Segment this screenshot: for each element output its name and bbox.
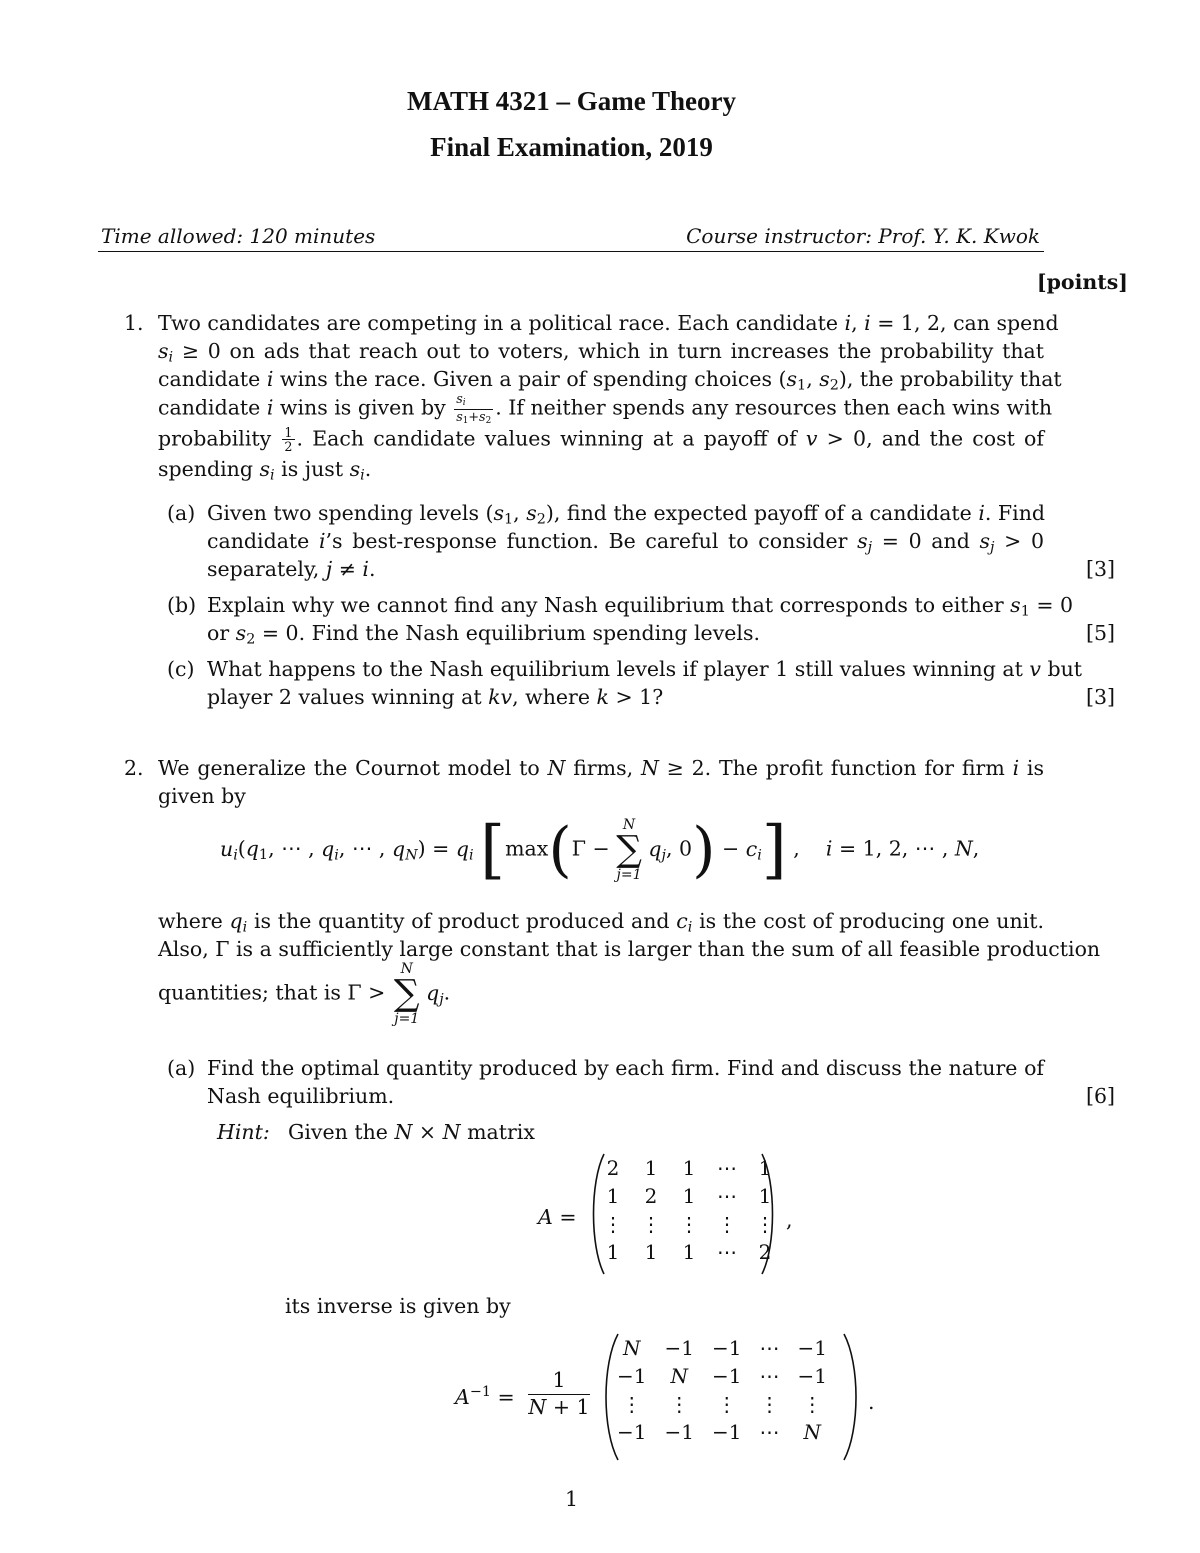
time-allowed: Time allowed: 120 minutes	[101, 224, 376, 248]
exam-title: MATH 4321 – Game Theory	[407, 86, 736, 116]
hint-label: Hint:	[217, 1120, 270, 1144]
exam-subtitle: Final Examination, 2019	[430, 132, 713, 162]
q1-part-a-label: (a)	[167, 501, 196, 525]
course-instructor: Course instructor: Prof. Y. K. Kwok	[686, 224, 1040, 248]
points-label: [points]	[1036, 270, 1128, 294]
q1-part-c-label: (c)	[167, 657, 195, 681]
q2-part-a-label: (a)	[167, 1056, 196, 1080]
matrix-inverse-right-paren	[840, 1332, 862, 1462]
q1-part-b-label: (b)	[167, 593, 197, 617]
matrix-inverse-scalar: 1 N + 1	[528, 1368, 590, 1419]
matrix-a-label: A =	[538, 1205, 577, 1229]
q1-part-a-marks: [3]	[1085, 557, 1115, 581]
q1-part-b-marks: [5]	[1085, 621, 1115, 645]
q2-part-a-marks: [6]	[1085, 1084, 1115, 1108]
matrix-a-entries: 2 1 1 ⋯ 1 1 2 1 ⋯ 1 ⋮ ⋮ ⋮ ⋮ ⋮ 1 1 1 ⋯ 2	[603, 1156, 775, 1264]
profit-function-equation: $u_i(q_1$, ⋯ , $q_i$, ⋯ , $q_N) = q_i$ [max(Γ − N ∑ j=1 $q_j$, $0) - c_i$] , i = 1, 2, ⋯ , N,	[220, 813, 980, 887]
hint-text: Given the N × N matrix	[288, 1120, 535, 1144]
question-2-number: 2.	[124, 756, 144, 780]
header-rule	[98, 251, 1044, 252]
matrix-a-right-paren	[758, 1152, 778, 1276]
page-number: 1	[564, 1487, 579, 1511]
inverse-text: its inverse is given by	[285, 1294, 511, 1318]
question-1-number: 1.	[124, 311, 144, 335]
matrix-inverse-label: $A^{-1}$ =	[455, 1384, 515, 1409]
matrix-inverse-entries: N −1 −1 ⋯ −1 −1 N −1 ⋯ −1 ⋮ ⋮ ⋮ ⋮ ⋮ −1 −1 −1 ⋯ N	[617, 1336, 827, 1444]
q1-part-c-marks: [3]	[1085, 685, 1115, 709]
